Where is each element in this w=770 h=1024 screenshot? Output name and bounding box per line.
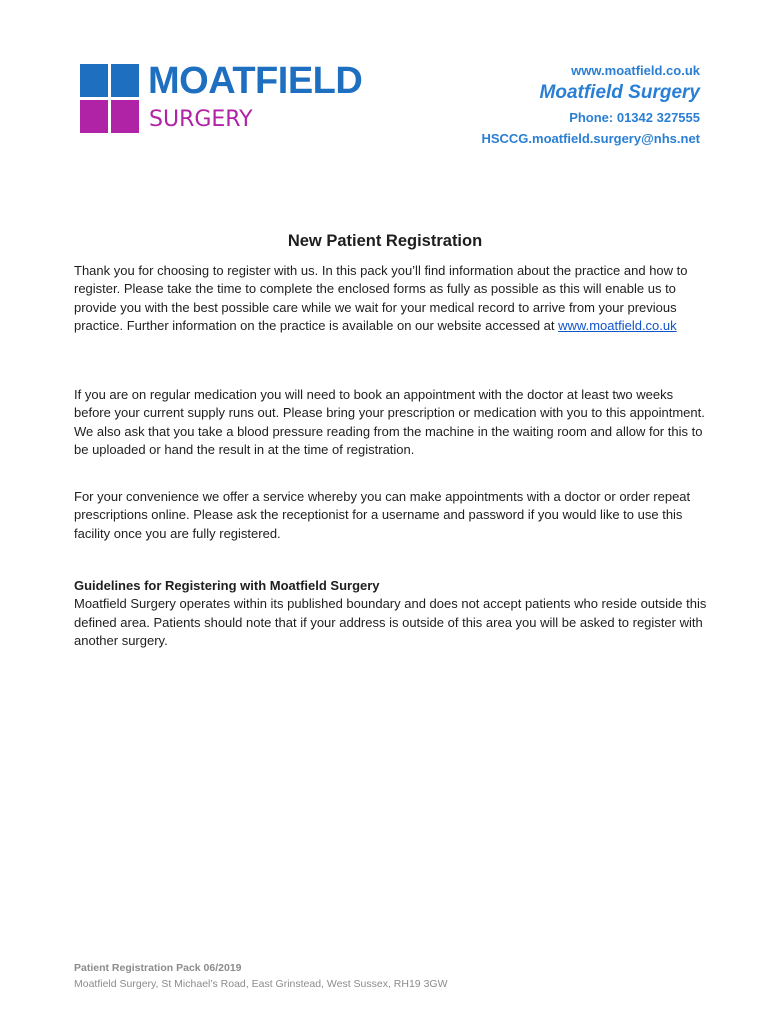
page-footer: [74, 960, 447, 992]
website-body-link[interactable]: www.moatfield.co.uk: [558, 318, 677, 334]
logo-square-magenta-bottom-right: [111, 100, 139, 133]
logo-grid-icon: [80, 64, 140, 133]
intro-paragraph: [74, 262, 708, 336]
logo-square-blue-top-right: [111, 64, 139, 97]
logo-square-blue-top-left: [80, 64, 108, 97]
moatfield-logo: [80, 60, 380, 136]
footer-pack-label: Patient Registration Pack 06/2019: [74, 962, 242, 974]
footer-address: Moatfield Surgery, St Michael’s Road, East Grinstead, West Sussex, RH19 3GW: [74, 978, 448, 990]
practice-name: Moatfield Surgery: [539, 82, 700, 103]
medication-paragraph: If you are on regular medication you will need to book an appointment with the doctor at least two weeks before your current supply runs out. Please bring your prescription or medication with you to this appointment. We also ask that you take a blood pressure reading from the machine in the waiting room and allow for this to be uploaded or hand the result in at the time of registration.: [74, 387, 705, 458]
email-address[interactable]: HSCCG.moatfield.surgery@nhs.net: [481, 131, 700, 146]
logo-subtitle: SURGERY: [149, 107, 253, 132]
page-title: New Patient Registration: [287, 232, 483, 250]
phone-number: Phone: 01342 327555: [569, 110, 700, 125]
online-services-paragraph: For your convenience we offer a service whereby you can make appointments with a doctor or order repeat prescriptions online. Please ask the receptionist for a username and password if you would like to use this facility once you are fully registered.: [74, 489, 691, 541]
guidelines-text: Moatfield Surgery operates within its published boundary and does not accept patients who reside outside this defined area. Patients should note that if your address is outside of this area you will be asked to register with another surgery.: [74, 596, 707, 649]
intro-text: Thank you for choosing to register with us. In this pack you’ll find information about the practice and how to register. Please take the time to complete the enclosed forms as fully as possible as this will enable us to provide you with the best possible care while we wait for your medical record to arrive from your previous practice. Further information on the practice is available on our website accessed at: [74, 263, 688, 334]
guidelines-section: [74, 577, 708, 651]
guidelines-heading: Guidelines for Registering with Moatfield Surgery: [74, 578, 380, 593]
logo-square-magenta-bottom-left: [80, 100, 108, 133]
website-link[interactable]: www.moatfield.co.uk: [571, 63, 700, 78]
logo-name: MOATFIELD: [148, 60, 363, 102]
contact-block: [481, 64, 700, 145]
